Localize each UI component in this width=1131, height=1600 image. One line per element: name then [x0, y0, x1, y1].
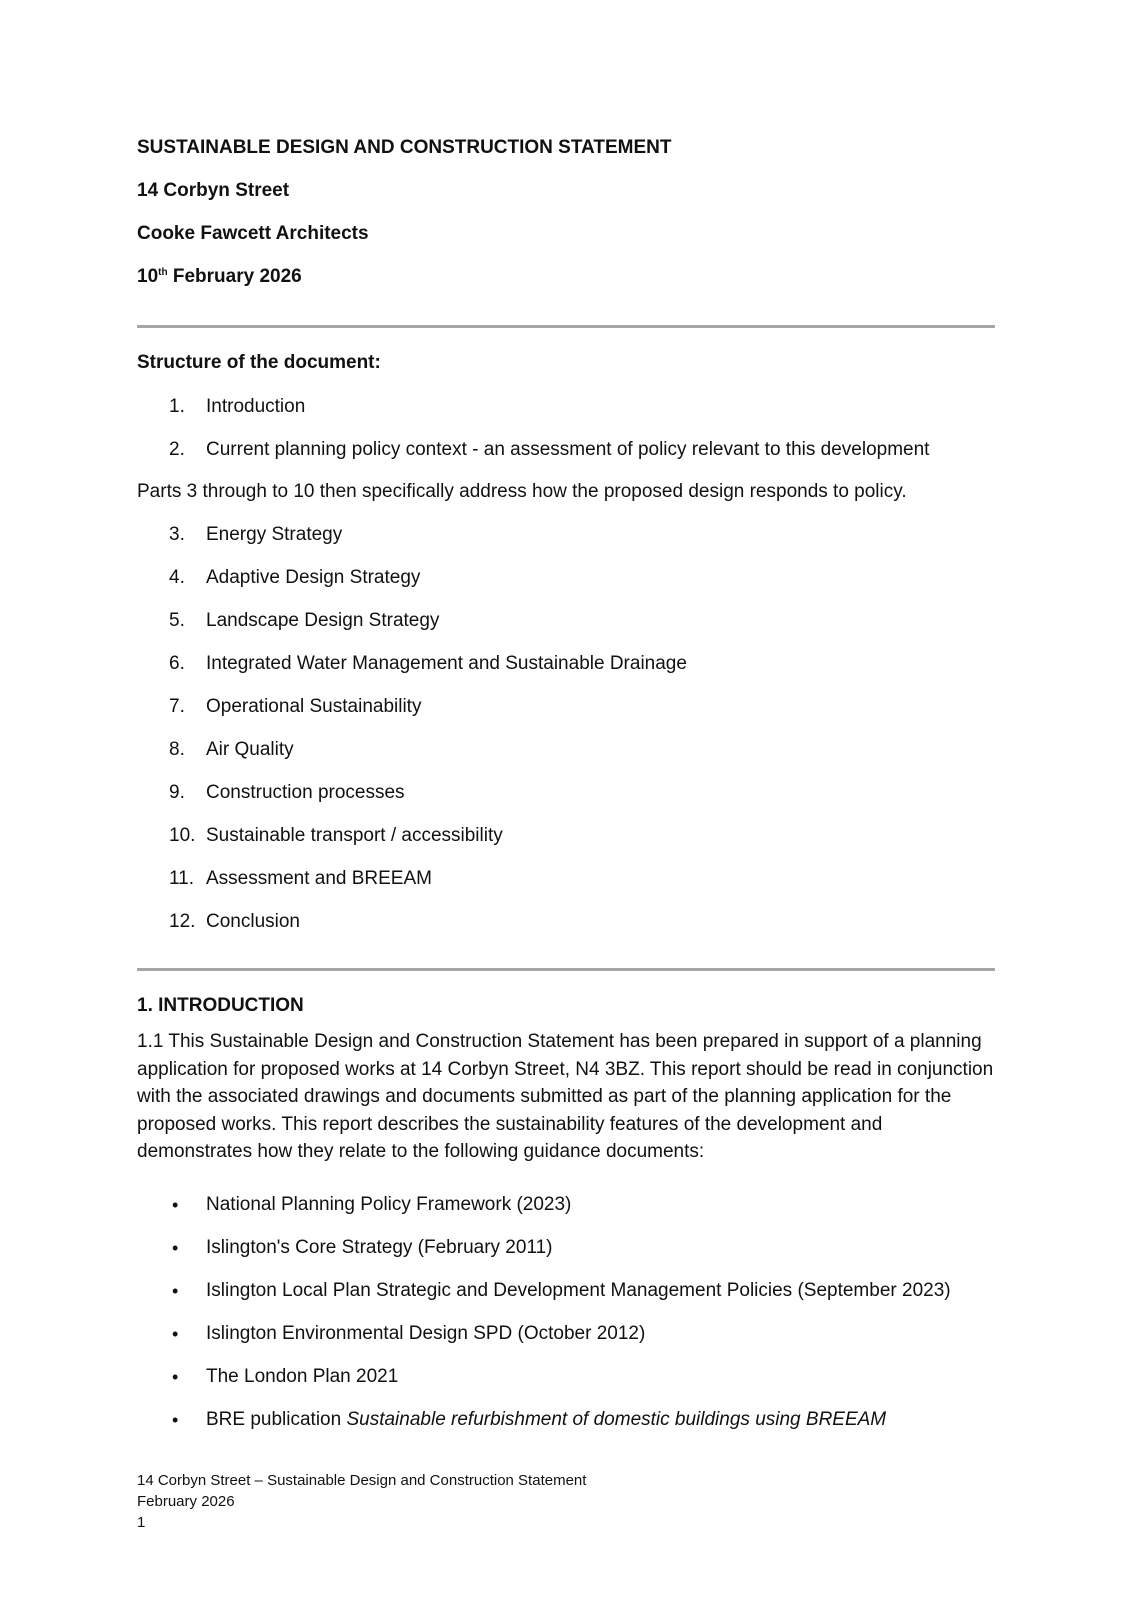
list-item-text: Energy Strategy	[206, 524, 343, 545]
bullet-symbol: •	[172, 1324, 179, 1344]
list-item-text: Air Quality	[206, 739, 294, 760]
document-date	[137, 265, 302, 289]
author-name: Cooke Fawcett Architects	[137, 223, 369, 244]
bre-prefix: BRE publication	[206, 1409, 347, 1430]
list-item-number: 12.	[169, 911, 196, 932]
date-day: 10	[137, 266, 159, 287]
page-number: 1	[137, 1514, 146, 1531]
date-rest: February 2026	[167, 266, 302, 287]
divider	[137, 325, 995, 328]
footer-title: 14 Corbyn Street – Sustainable Design and Construction Statement	[137, 1472, 587, 1489]
list-item-text: Assessment and BREEAM	[206, 868, 432, 889]
bre-title: Sustainable refurbishment of domestic buildings using BREEAM	[346, 1409, 887, 1430]
list-item-number: 2.	[169, 439, 185, 460]
list-item-number: 9.	[169, 782, 185, 803]
structure-heading: Structure of the document:	[137, 352, 381, 373]
list-item-number: 8.	[169, 739, 185, 760]
list-item-text: Islington's Core Strategy (February 2011)	[206, 1237, 553, 1258]
intro-heading: 1. INTRODUCTION	[137, 995, 304, 1016]
intro-paragraph: 1.1 This Sustainable Design and Construction Statement has been prepared in support of a planning application for proposed works at 14 Corbyn Street, N4 3BZ. This report should be read in conjunction with the associated drawings and documents submitted as part of the planning application for the proposed works. This report describes the sustainability features of the development and demonstrates how they relate to the following guidance documents:	[137, 1031, 994, 1162]
structure-note: Parts 3 through to 10 then specifically address how the proposed design responds to policy.	[137, 481, 907, 502]
list-item-text: Conclusion	[206, 911, 300, 932]
list-item-number: 11.	[169, 868, 195, 889]
list-item-text: The London Plan 2021	[206, 1366, 399, 1387]
bullet-symbol: •	[172, 1281, 179, 1301]
document-title: SUSTAINABLE DESIGN AND CONSTRUCTION STATEMENT	[137, 137, 672, 158]
list-item-number: 5.	[169, 610, 185, 631]
list-item-text: Landscape Design Strategy	[206, 610, 440, 631]
divider	[137, 968, 995, 971]
list-item-number: 1.	[169, 396, 185, 417]
list-item-text	[206, 1408, 886, 1432]
bullet-symbol: •	[172, 1367, 179, 1387]
bullet-symbol: •	[172, 1238, 179, 1258]
list-item-number: 10.	[169, 825, 196, 846]
list-item-text: Islington Environmental Design SPD (October 2012)	[206, 1323, 646, 1344]
list-item-number: 4.	[169, 567, 185, 588]
footer-date: February 2026	[137, 1493, 235, 1510]
list-item-text: Current planning policy context - an assessment of policy relevant to this development	[206, 439, 930, 460]
list-item-number: 6.	[169, 653, 185, 674]
bullet-symbol: •	[172, 1195, 179, 1215]
list-item-text: Operational Sustainability	[206, 696, 422, 717]
date-suffix: th	[158, 267, 168, 278]
list-item-text: Construction processes	[206, 782, 405, 803]
list-item-text: Adaptive Design Strategy	[206, 567, 421, 588]
list-item-number: 7.	[169, 696, 185, 717]
list-item-text: Introduction	[206, 396, 306, 417]
project-address: 14 Corbyn Street	[137, 180, 290, 201]
list-item-number: 3.	[169, 524, 185, 545]
page-footer	[137, 1470, 586, 1533]
list-item-text: Integrated Water Management and Sustainable Drainage	[206, 653, 687, 674]
list-item-text: National Planning Policy Framework (2023)	[206, 1194, 572, 1215]
list-item-text: Islington Local Plan Strategic and Development Management Policies (September 2023)	[206, 1280, 951, 1301]
list-item-text: Sustainable transport / accessibility	[206, 825, 503, 846]
bullet-symbol: •	[172, 1410, 179, 1430]
